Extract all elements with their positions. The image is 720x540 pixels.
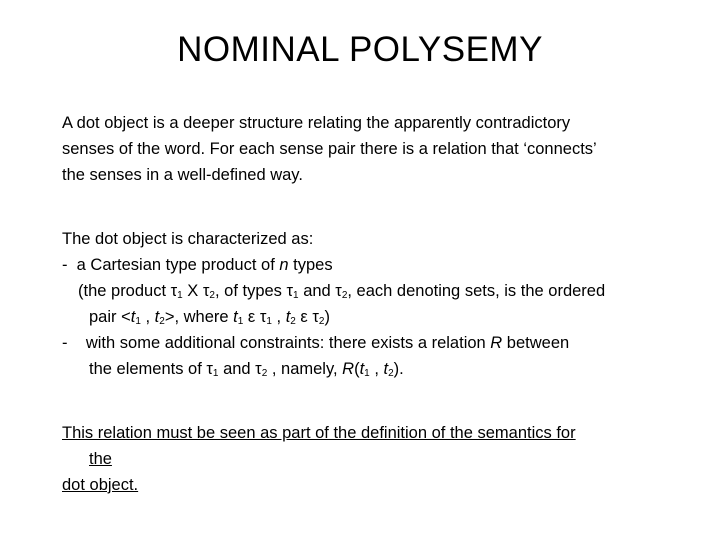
bullet-dash: - [62, 334, 68, 352]
paragraph-dot-object-definition [62, 110, 662, 188]
underlined-line: dot object. [62, 476, 139, 494]
product-explanation-line: (the product $\tau_1$ X $\tau_2$, of types $\tau_1$ and $\tau_2$, each denoting sets, is the ordered [78, 282, 606, 301]
bullet-cartesian-product: - a Cartesian type product of n types [62, 256, 333, 274]
bullet-dash: - [62, 256, 68, 274]
paragraph-line: the senses in a well-defined way. [62, 166, 303, 184]
characterization-intro: The dot object is characterized as: [62, 230, 314, 248]
slide-title: NOMINAL POLYSEMY [177, 30, 543, 69]
paragraph-semantics-note [62, 420, 662, 498]
underlined-line: the [89, 450, 112, 468]
paragraph-line: senses of the word. For each sense pair there is a relation that ‘connects’ [62, 140, 597, 158]
paragraph-line: A dot object is a deeper structure relating the apparently contradictory [62, 114, 571, 132]
underlined-line: This relation must be seen as part of the definition of the semantics for [62, 424, 576, 442]
bullet-additional-constraints: - with some additional constraints: there exists a relation R between [62, 334, 570, 352]
ordered-pair-line: pair $<t_1$ , $t_2>$, where $t_1$ ε $\tau_1$ , $t_2$ ε $\tau_2$) [89, 308, 330, 327]
paragraph-characterization [62, 226, 662, 382]
relation-elements-line: the elements of $\tau_1$ and $\tau_2$ , namely, $R(t_1$ , $t_2$). [89, 360, 404, 379]
